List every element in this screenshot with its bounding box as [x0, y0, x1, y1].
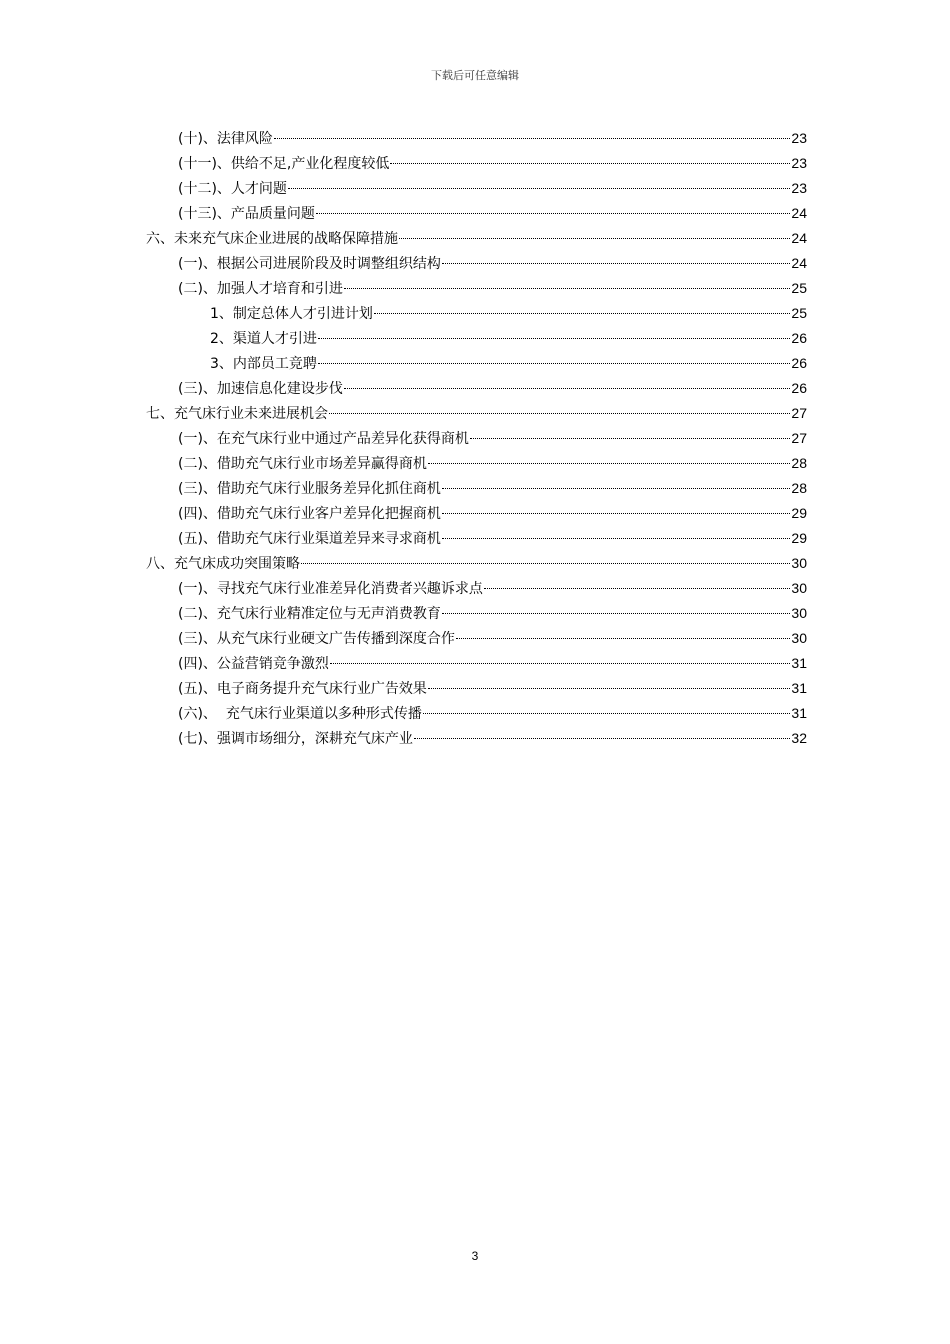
- toc-dot-leader: [442, 513, 790, 514]
- toc-entry-title: (四)、公益营销竞争激烈: [178, 656, 329, 672]
- toc-entry[interactable]: [178, 676, 807, 701]
- toc-dot-leader: [274, 138, 790, 139]
- toc-dot-leader: [442, 538, 790, 539]
- toc-dot-leader: [414, 738, 790, 739]
- toc-dot-leader: [318, 338, 791, 339]
- toc-entry-page: 29: [791, 505, 807, 521]
- toc-entry-title: 2、渠道人才引进: [210, 331, 317, 347]
- toc-entry-title: (六)、 充气床行业渠道以多种形式传播: [178, 706, 422, 722]
- toc-entry[interactable]: [178, 476, 807, 501]
- toc-entry[interactable]: [178, 201, 807, 226]
- toc-entry-page: 23: [791, 155, 807, 171]
- toc-entry-page: 29: [791, 530, 807, 546]
- toc-entry[interactable]: [178, 726, 807, 751]
- toc-entry-title: (三)、加速信息化建设步伐: [178, 381, 343, 397]
- toc-entry-page: 27: [791, 430, 807, 446]
- page-number: 3: [471, 1249, 479, 1263]
- toc-entry[interactable]: [178, 176, 807, 201]
- toc-dot-leader: [442, 613, 790, 614]
- toc-entry-page: 25: [791, 305, 807, 321]
- toc-dot-leader: [470, 438, 790, 439]
- toc-entry-page: 31: [791, 705, 807, 721]
- toc-entry[interactable]: [146, 226, 807, 251]
- toc-entry-title: (二)、借助充气床行业市场差异赢得商机: [178, 456, 427, 472]
- toc-entry-title: (一)、寻找充气床行业准差异化消费者兴趣诉求点: [178, 581, 483, 597]
- toc-entry-page: 31: [791, 680, 807, 696]
- toc-entry-page: 24: [791, 205, 807, 221]
- toc-dot-leader: [390, 163, 790, 164]
- toc-entry-page: 23: [791, 180, 807, 196]
- toc-dot-leader: [399, 238, 790, 239]
- toc-entry[interactable]: [146, 401, 807, 426]
- toc-entry-title: (十一)、供给不足,产业化程度较低: [178, 156, 390, 172]
- toc-entry-title: (十三)、产品质量问题: [178, 206, 315, 222]
- toc-entry[interactable]: [210, 351, 807, 376]
- toc-dot-leader: [318, 363, 791, 364]
- toc-entry[interactable]: [146, 551, 807, 576]
- toc-entry-title: (三)、从充气床行业硬文广告传播到深度合作: [178, 631, 455, 647]
- toc-entry[interactable]: [178, 526, 807, 551]
- toc-dot-leader: [423, 713, 791, 714]
- toc-entry-title: (七)、强调市场细分，深耕充气床产业: [178, 731, 413, 747]
- toc-entry-page: 24: [791, 255, 807, 271]
- toc-entry-page: 32: [791, 730, 807, 746]
- toc-entry[interactable]: [178, 251, 807, 276]
- toc-entry-title: 六、未来充气床企业进展的战略保障措施: [146, 231, 398, 247]
- toc-entry-page: 28: [791, 455, 807, 471]
- toc-entry-title: (三)、借助充气床行业服务差异化抓住商机: [178, 481, 441, 497]
- toc-entry-page: 28: [791, 480, 807, 496]
- toc-dot-leader: [442, 488, 790, 489]
- toc-dot-leader: [329, 413, 790, 414]
- toc-entry-title: 1、制定总体人才引进计划: [210, 306, 373, 322]
- toc-dot-leader: [316, 213, 790, 214]
- toc-dot-leader: [301, 563, 790, 564]
- toc-entry[interactable]: [178, 501, 807, 526]
- toc-entry-title: (五)、电子商务提升充气床行业广告效果: [178, 681, 427, 697]
- toc-entry-title: (五)、借助充气床行业渠道差异来寻求商机: [178, 531, 441, 547]
- toc-entry[interactable]: [178, 651, 807, 676]
- toc-entry-title: (十二)、人才问题: [178, 181, 287, 197]
- toc-entry-page: 25: [791, 280, 807, 296]
- toc-dot-leader: [344, 388, 790, 389]
- toc-entry-page: 30: [791, 630, 807, 646]
- toc-entry-page: 26: [791, 355, 807, 371]
- toc-dot-leader: [428, 688, 790, 689]
- toc-entry-title: (二)、加强人才培育和引进: [178, 281, 343, 297]
- toc-entry-title: (十)、法律风险: [178, 131, 273, 147]
- toc-entry-page: 26: [791, 380, 807, 396]
- toc-dot-leader: [288, 188, 790, 189]
- toc-dot-leader: [374, 313, 791, 314]
- toc-dot-leader: [442, 263, 790, 264]
- toc-entry-title: (一)、在充气床行业中通过产品差异化获得商机: [178, 431, 469, 447]
- toc-entry-page: 27: [791, 405, 807, 421]
- toc-entry[interactable]: [178, 276, 807, 301]
- toc-entry-page: 30: [791, 580, 807, 596]
- toc-entry[interactable]: [178, 701, 807, 726]
- toc-entry[interactable]: [178, 126, 807, 151]
- toc-dot-leader: [330, 663, 790, 664]
- toc-entry-title: (一)、根据公司进展阶段及时调整组织结构: [178, 256, 441, 272]
- toc-entry[interactable]: [178, 451, 807, 476]
- page-header: 下载后可任意编辑: [431, 69, 519, 82]
- toc-entry[interactable]: [178, 576, 807, 601]
- toc-entry-title: (二)、充气床行业精准定位与无声消费教育: [178, 606, 441, 622]
- toc-entry[interactable]: [178, 626, 807, 651]
- toc-entry-title: 八、充气床成功突围策略: [146, 556, 300, 572]
- toc-entry[interactable]: [178, 151, 807, 176]
- toc-entry-page: 24: [791, 230, 807, 246]
- toc-entry-title: 3、内部员工竞聘: [210, 356, 317, 372]
- toc-dot-leader: [428, 463, 790, 464]
- toc-entry-page: 31: [791, 655, 807, 671]
- toc-entry[interactable]: [178, 426, 807, 451]
- toc-entry[interactable]: [210, 326, 807, 351]
- toc-dot-leader: [456, 638, 790, 639]
- toc-entry-page: 26: [791, 330, 807, 346]
- toc-dot-leader: [484, 588, 790, 589]
- toc-entry[interactable]: [210, 301, 807, 326]
- toc-entry-page: 23: [791, 130, 807, 146]
- toc-entry-title: 七、充气床行业未来进展机会: [146, 406, 328, 422]
- toc-entry-title: (四)、借助充气床行业客户差异化把握商机: [178, 506, 441, 522]
- toc-entry-page: 30: [791, 555, 807, 571]
- toc-dot-leader: [344, 288, 790, 289]
- toc-entry[interactable]: [178, 601, 807, 626]
- toc-entry-page: 30: [791, 605, 807, 621]
- toc-entry[interactable]: [178, 376, 807, 401]
